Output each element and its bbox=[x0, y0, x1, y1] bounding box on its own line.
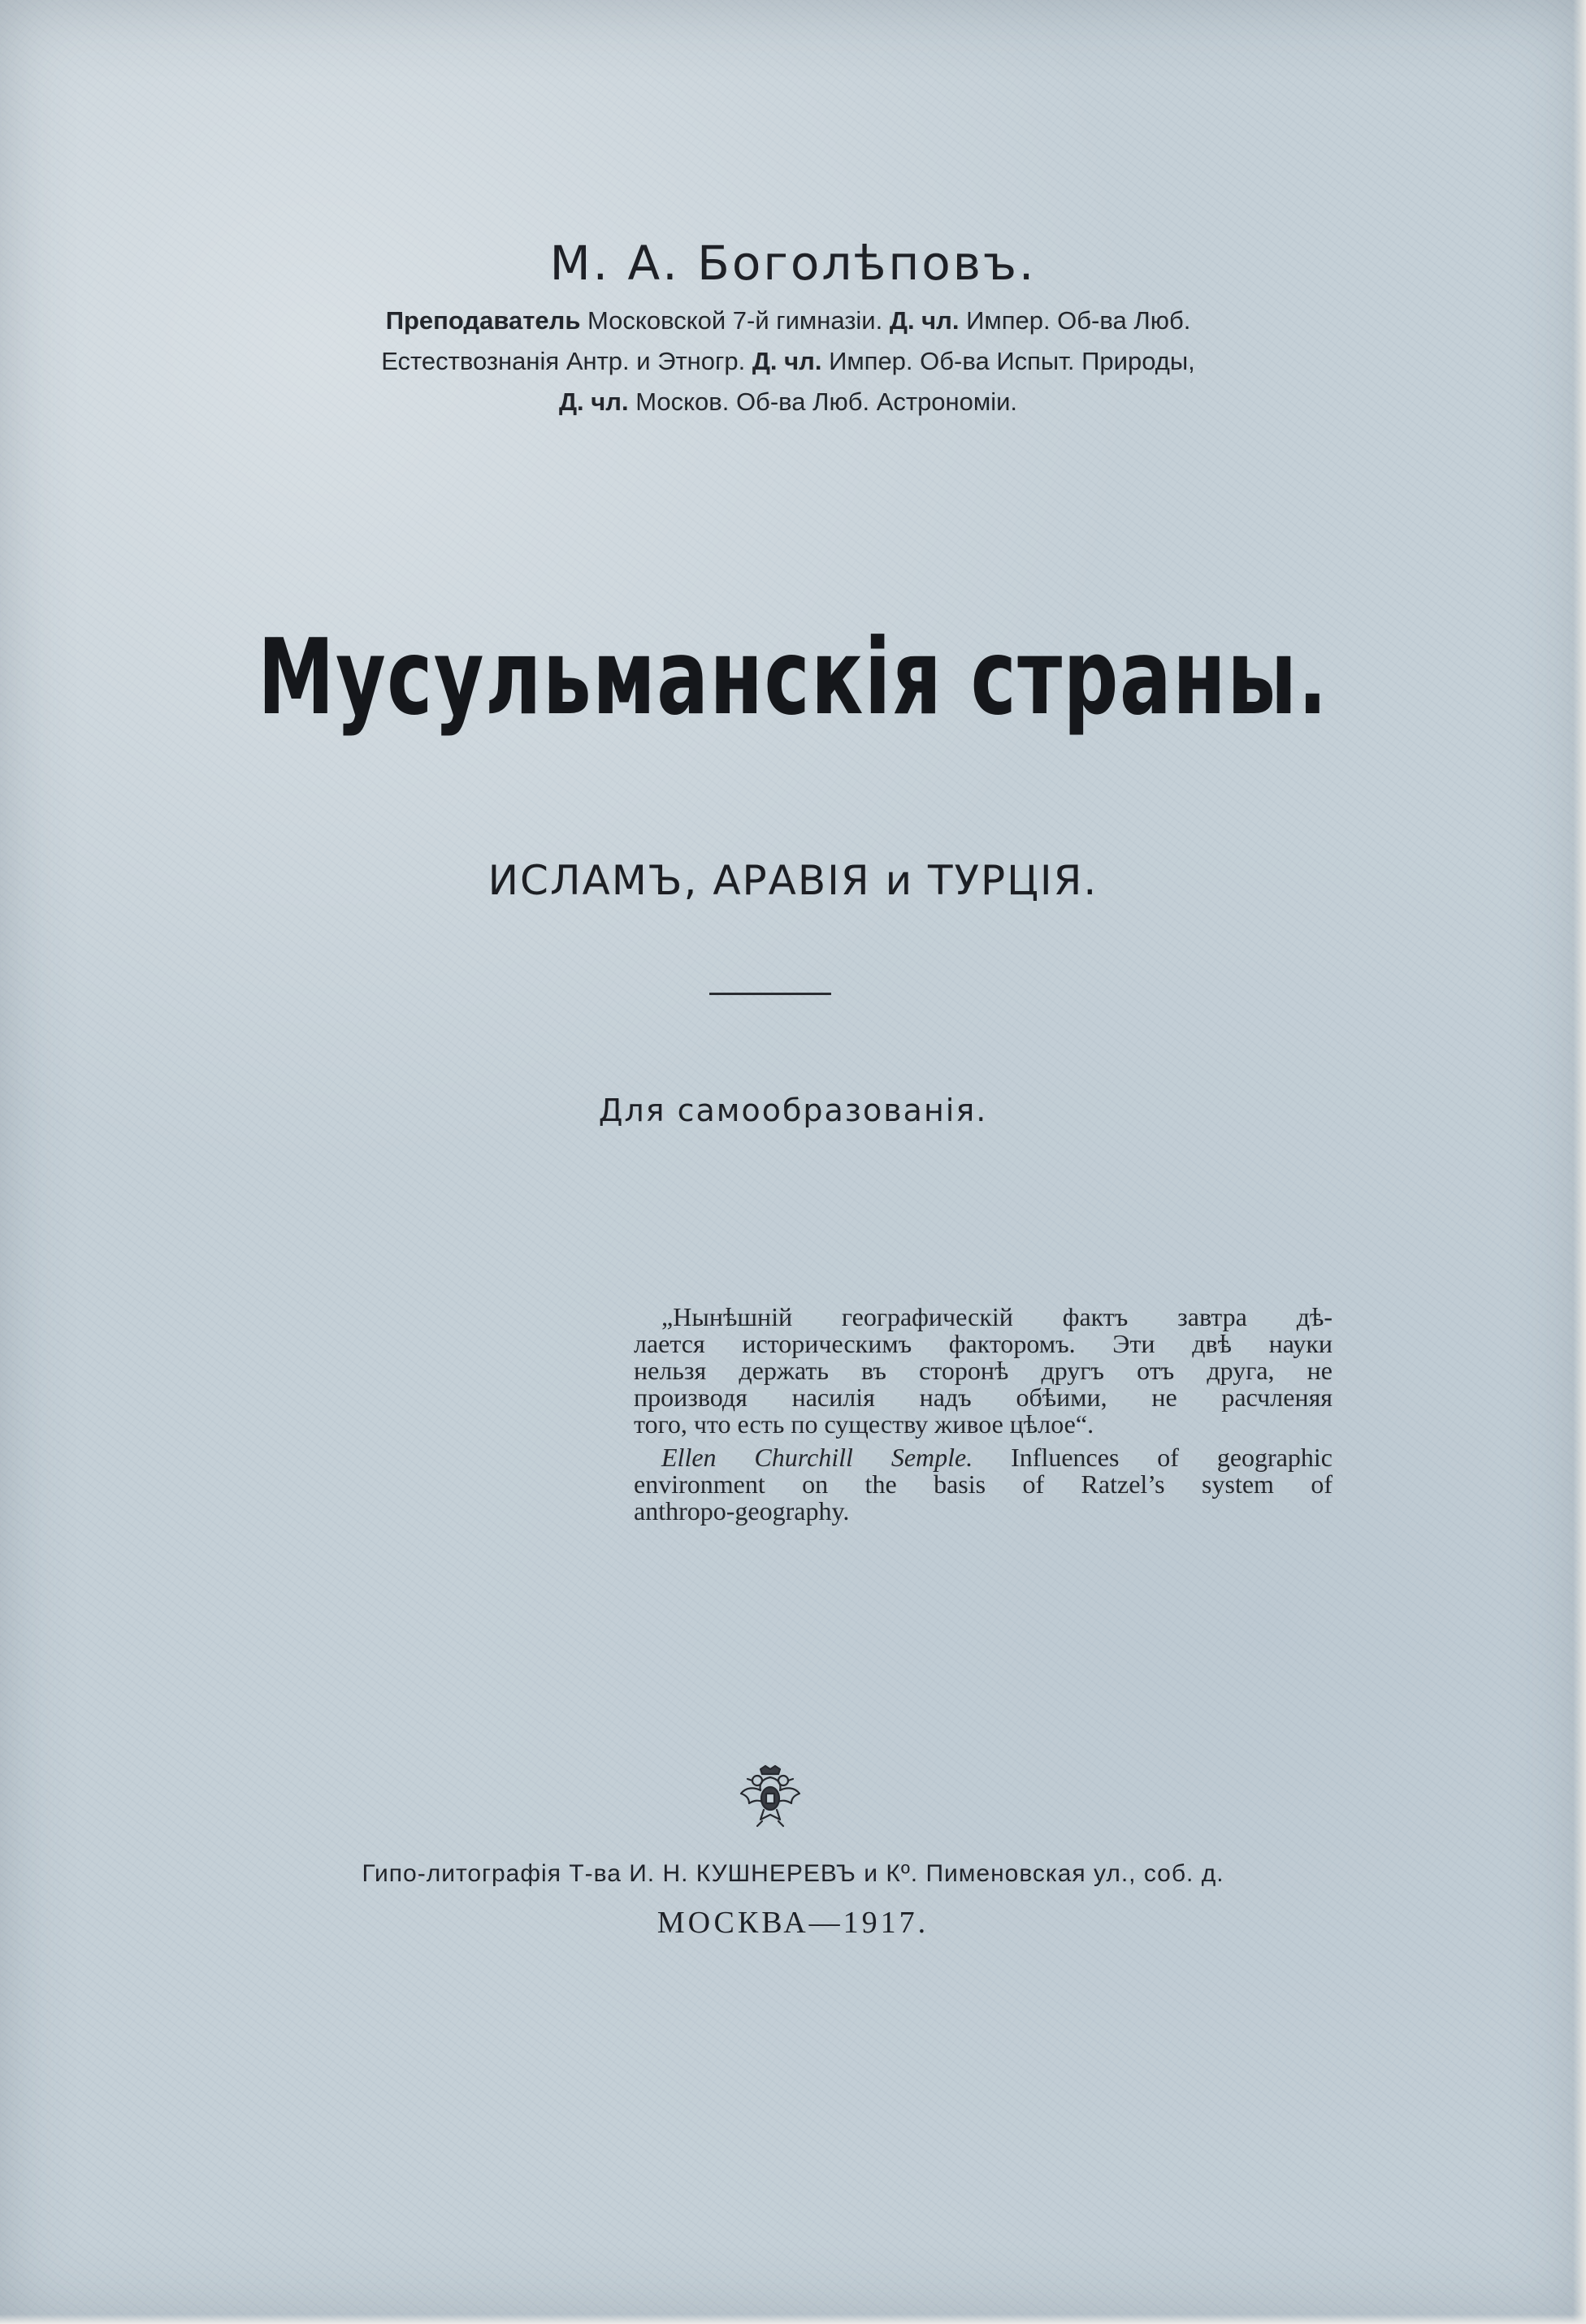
credential-text: Московской 7-й гимназіи. bbox=[580, 306, 890, 335]
book-purpose: Для самообразованія. bbox=[598, 1093, 988, 1128]
author-credentials bbox=[284, 301, 1292, 422]
credential-text: Импер. Об-ва Испыт. Природы, bbox=[821, 347, 1195, 375]
book-title: Мусульманскія страны. bbox=[258, 617, 1328, 738]
divider-rule bbox=[709, 993, 831, 995]
credential-bold: Преподаватель bbox=[385, 306, 581, 335]
epigraph-attribution-name: Ellen Churchill Semple. bbox=[661, 1443, 973, 1472]
page-edge-right bbox=[1573, 0, 1586, 2324]
credential-bold: Д. чл. bbox=[558, 387, 629, 416]
credential-bold: Д. чл. bbox=[752, 347, 822, 375]
epigraph-line: нельзя держать въ сторонѣ другъ отъ друга, не bbox=[634, 1356, 1332, 1385]
epigraph-line: „Нынѣшній географическій фактъ завтра дѣ- bbox=[661, 1302, 1332, 1331]
credential-bold: Д. чл. bbox=[889, 306, 960, 335]
place-and-year: МОСКВА—1917. bbox=[656, 1906, 930, 1940]
credential-text: Москов. Об-ва Люб. Астрономіи. bbox=[628, 387, 1018, 416]
epigraph bbox=[634, 1304, 1332, 1525]
epigraph-attribution-line bbox=[634, 1444, 1332, 1471]
author-name: М. А. Боголѣповъ. bbox=[549, 236, 1037, 291]
epigraph-line: лается историческимъ факторомъ. Эти двѣ науки bbox=[634, 1329, 1332, 1358]
double-headed-eagle-icon bbox=[738, 1763, 803, 1829]
printer-imprint: Гипо-литографія Т-ва И. Н. КУШНЕРЕВЪ и Кº. Пименовская ул., соб. д. bbox=[362, 1860, 1224, 1887]
epigraph-attribution-line: anthropo-geography. bbox=[634, 1496, 850, 1526]
credentials-line-3 bbox=[284, 382, 1292, 422]
epigraph-line: производя насилія надъ обѣими, не расчленяя bbox=[634, 1383, 1332, 1412]
epigraph-attribution-text: Influences of geographic bbox=[973, 1443, 1333, 1472]
credential-text: Импер. Об-ва Люб. bbox=[959, 306, 1191, 335]
credential-text: Естествознанія Антр. и Этногр. bbox=[381, 347, 752, 375]
credentials-line-2 bbox=[284, 341, 1292, 382]
page-edge-bottom bbox=[0, 2314, 1586, 2324]
epigraph-line: того, что есть по существу живое цѣлое“. bbox=[634, 1409, 1094, 1439]
epigraph-attribution-line: environment on the basis of Ratzel’s system of bbox=[634, 1469, 1332, 1499]
book-subtitle: ИСЛАМЪ, АРАВІЯ и ТУРЦІЯ. bbox=[488, 857, 1098, 904]
credentials-line-1 bbox=[284, 301, 1292, 341]
